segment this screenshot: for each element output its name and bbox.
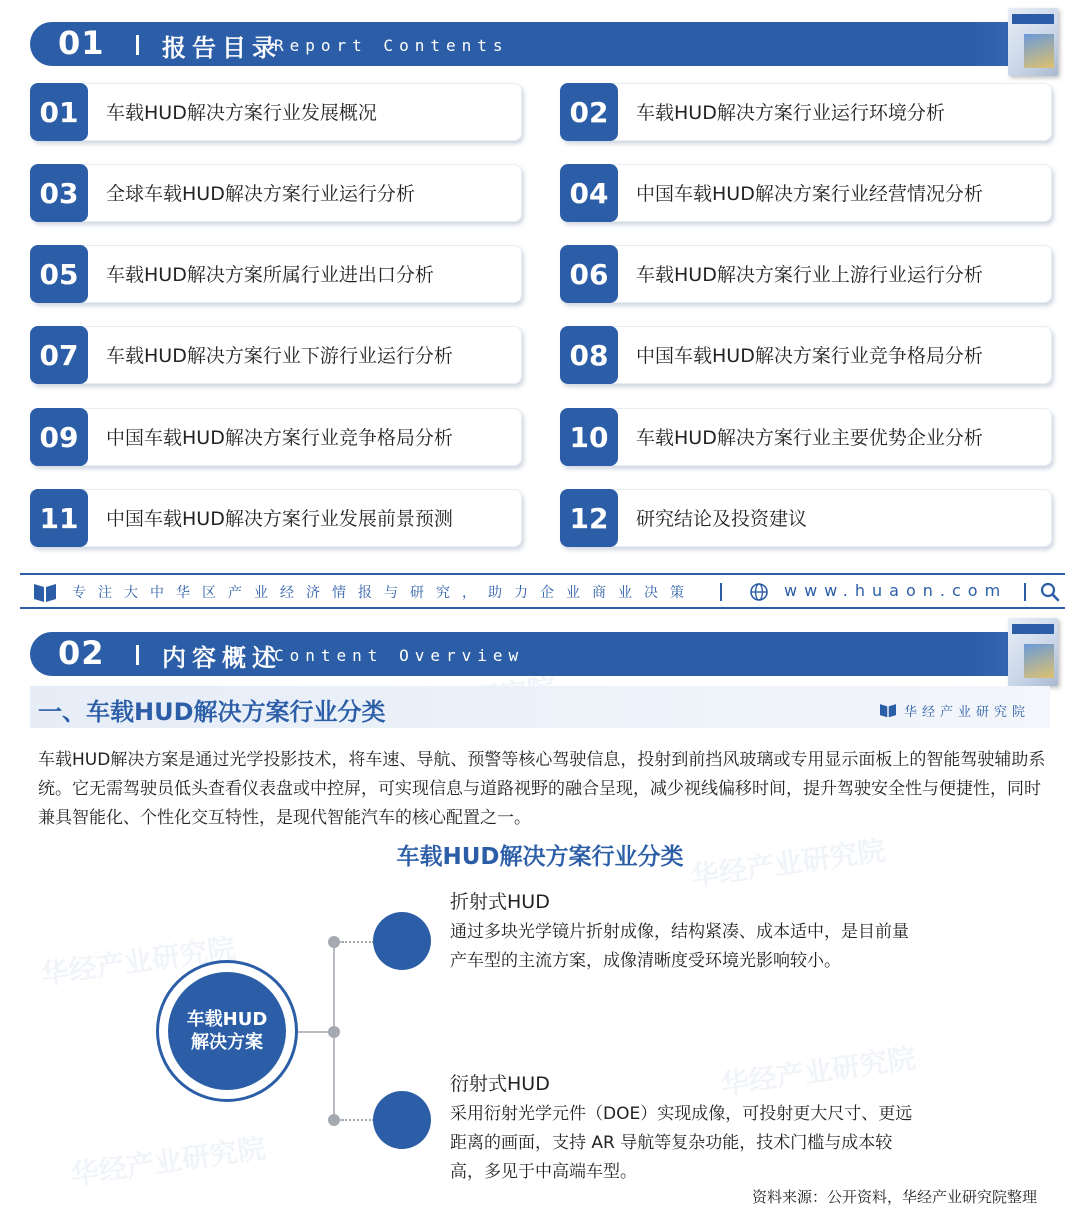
toc-item[interactable] <box>30 83 522 141</box>
toc-label: 全球车载HUD解决方案行业运行分析 <box>106 183 415 205</box>
toc-number: 12 <box>560 489 618 547</box>
type-node <box>373 1091 431 1149</box>
toc-item[interactable] <box>30 164 522 222</box>
toc-label: 中国车载HUD解决方案行业发展前景预测 <box>106 508 453 530</box>
toc-number: 03 <box>30 164 88 222</box>
subsection-title: 一、车载HUD解决方案行业分类 <box>38 698 386 726</box>
toc-label: 车载HUD解决方案行业运行环境分析 <box>636 102 945 124</box>
section-header-content-overview <box>30 632 1030 676</box>
toc-item[interactable] <box>30 326 522 384</box>
toc-number: 05 <box>30 245 88 303</box>
connector-dot <box>328 1114 340 1126</box>
website-link[interactable]: www.huaon.com <box>784 581 1008 600</box>
intro-paragraph: 车载HUD解决方案是通过光学投影技术，将车速、导航、预警等核心驾驶信息，投射到前挡风玻璃或专用显示面板上的智能驾驶辅助系统。它无需驾驶员低头查看仪表盘或中控屏，可实现信息与道路视野的融合呈现，减少视线偏移时间，提升驾驶安全性与便捷性，同时兼具智能化、个性化交互特性，是现代智能汽车的核心配置之一。 <box>38 750 1046 828</box>
section-title-en: Report Contents <box>274 36 509 55</box>
slogan-strip <box>20 573 1065 609</box>
divider <box>1024 583 1026 601</box>
toc-item[interactable] <box>30 245 522 303</box>
type-description: 通过多块光学镜片折射成像，结构紧凑、成本适中，是目前量产车型的主流方案，成像清晰度受环境光影响较小。 <box>450 922 909 971</box>
toc-number: 06 <box>560 245 618 303</box>
section-header-report-contents <box>30 22 1030 66</box>
toc-item[interactable] <box>560 83 1052 141</box>
toc-item[interactable] <box>560 326 1052 384</box>
connector-dot <box>328 1026 340 1038</box>
type-title: 折射式HUD <box>450 891 550 913</box>
section-divider <box>136 645 139 665</box>
toc-label: 研究结论及投资建议 <box>636 508 808 530</box>
toc-label: 中国车载HUD解决方案行业经营情况分析 <box>636 183 983 205</box>
toc-item[interactable] <box>560 489 1052 547</box>
hub-node <box>168 972 286 1090</box>
brand-mark <box>880 700 1030 720</box>
toc-number: 04 <box>560 164 618 222</box>
toc-label: 车载HUD解决方案行业上游行业运行分析 <box>636 264 983 286</box>
toc-item[interactable] <box>30 408 522 466</box>
toc-item[interactable] <box>560 408 1052 466</box>
toc-label: 车载HUD解决方案所属行业进出口分析 <box>106 264 434 286</box>
brand-name: 华经产业研究院 <box>904 704 1031 720</box>
toc-label: 中国车载HUD解决方案行业竞争格局分析 <box>106 427 453 449</box>
toc-number: 08 <box>560 326 618 384</box>
connector-dotted-line <box>342 941 374 943</box>
connector-dotted-line <box>342 1119 374 1121</box>
section-title-en: Content Overview <box>274 646 525 665</box>
toc-number: 01 <box>30 83 88 141</box>
toc-number: 02 <box>560 83 618 141</box>
toc-item[interactable] <box>30 489 522 547</box>
book-logo-icon <box>34 582 56 602</box>
section-divider <box>136 35 139 55</box>
divider <box>720 583 722 601</box>
toc-item[interactable] <box>560 164 1052 222</box>
type-description: 采用衍射光学元件（DOE）实现成像，可投射更大尺寸、更远距离的画面，支持 AR 导航等复杂功能，技术门槛与成本较高，多见于中高端车型。 <box>450 1104 913 1182</box>
toc-label: 中国车载HUD解决方案行业竞争格局分析 <box>636 345 983 367</box>
section-title: 报告目录 <box>162 34 282 62</box>
globe-icon <box>750 583 768 601</box>
connector-dot <box>328 936 340 948</box>
section-number: 02 <box>58 634 105 672</box>
hub-label-line1: 车载HUD <box>186 1009 268 1030</box>
toc-number: 09 <box>30 408 88 466</box>
report-cover-icon <box>1008 8 1058 76</box>
toc-label: 车载HUD解决方案行业发展概况 <box>106 102 377 124</box>
section-title: 内容概述 <box>162 644 282 672</box>
toc-label: 车载HUD解决方案行业下游行业运行分析 <box>106 345 453 367</box>
diagram-title: 车载HUD解决方案行业分类 <box>396 844 684 870</box>
report-cover-icon <box>1008 618 1058 686</box>
type-title: 衍射式HUD <box>450 1073 550 1095</box>
slogan-text: 专注大中华区产业经济情报与研究，助力企业商业决策 <box>72 585 696 601</box>
toc-number: 07 <box>30 326 88 384</box>
watermark: 华经产业研究院 <box>68 1131 268 1192</box>
watermark: 华经产业研究院 <box>688 833 888 894</box>
section-number: 01 <box>58 24 105 62</box>
book-logo-icon <box>880 702 896 718</box>
source-note: 资料来源：公开资料，华经产业研究院整理 <box>752 1188 1038 1206</box>
toc-number: 11 <box>30 489 88 547</box>
toc-number: 10 <box>560 408 618 466</box>
hub-label-line2: 解决方案 <box>191 1032 263 1053</box>
toc-item[interactable] <box>560 245 1052 303</box>
toc-label: 车载HUD解决方案行业主要优势企业分析 <box>636 427 983 449</box>
watermark: 华经产业研究院 <box>718 1041 918 1102</box>
watermark: 华经产业研究院 <box>38 931 238 992</box>
type-node <box>373 912 431 970</box>
search-icon[interactable] <box>1040 582 1060 602</box>
